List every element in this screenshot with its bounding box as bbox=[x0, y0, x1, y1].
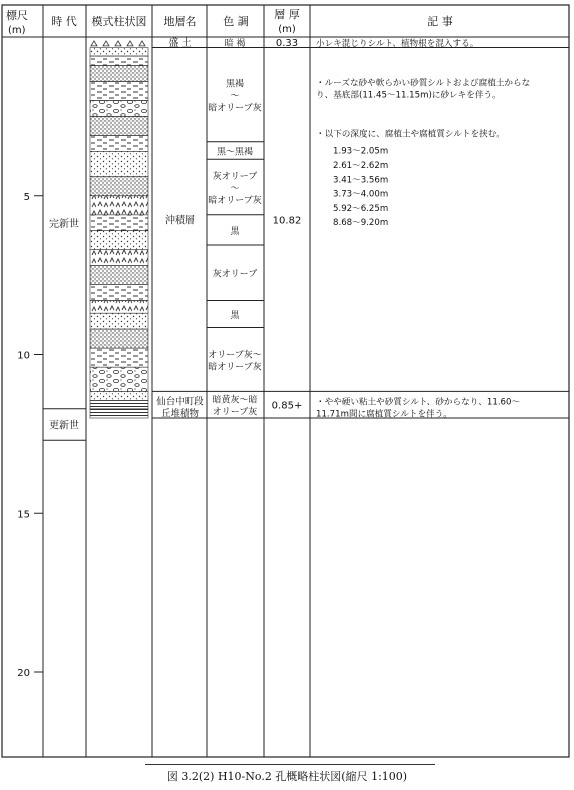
strata-band bbox=[90, 66, 148, 82]
strata-band bbox=[90, 313, 148, 329]
strata-band bbox=[90, 231, 148, 250]
depth-interval: 1.93〜2.05m bbox=[333, 146, 389, 157]
formation-label: 盛 土 bbox=[168, 38, 192, 50]
strata-band bbox=[90, 285, 148, 301]
header-era: 時 代 bbox=[51, 15, 77, 28]
caption-rule bbox=[145, 764, 435, 765]
scale-tick-label: 5 bbox=[23, 191, 30, 203]
color-label: 暗オリーブ灰 bbox=[208, 362, 262, 373]
formation-label: 丘堆積物 bbox=[160, 408, 200, 420]
strata-band bbox=[90, 135, 148, 151]
remark-line: ・やや硬い粘土や砂質シルト、砂からなり、11.60〜 bbox=[316, 397, 521, 408]
depth-scale bbox=[17, 192, 43, 679]
color-label: オリーブ灰〜 bbox=[208, 350, 262, 361]
color-column bbox=[207, 37, 264, 418]
remark-line: ・以下の深度に、腐植土や腐植質シルトを挟む。 bbox=[316, 129, 505, 140]
figure-caption: 図 3.2(2) H10-No.2 孔概略柱状図(縮尺 1:100) bbox=[166, 770, 408, 783]
strata-band bbox=[90, 401, 148, 409]
thickness-value: 10.82 bbox=[272, 215, 302, 227]
strata-band bbox=[90, 348, 148, 367]
thickness-value: 0.33 bbox=[275, 38, 299, 50]
color-label: 灰オリーブ bbox=[212, 172, 258, 183]
color-label: 〜 bbox=[230, 91, 240, 102]
era-label: 更新世 bbox=[49, 420, 79, 432]
depth-interval: 8.68〜9.20m bbox=[333, 218, 389, 229]
fill-symbol bbox=[103, 41, 109, 46]
strata-band bbox=[90, 47, 148, 56]
color-label: 暗黄灰〜暗 bbox=[212, 395, 258, 406]
table-frame bbox=[2, 5, 569, 757]
strata-band bbox=[90, 250, 148, 266]
formation-column bbox=[152, 36, 207, 419]
header-thickness: 層 厚 bbox=[274, 8, 300, 21]
color-label: 暗オリーブ灰 bbox=[208, 103, 262, 114]
strata-band bbox=[90, 266, 148, 285]
color-label: 黒 bbox=[230, 311, 240, 322]
depth-interval: 3.73〜4.00m bbox=[333, 189, 389, 200]
strata-band bbox=[90, 81, 148, 100]
strata-band bbox=[90, 177, 148, 196]
strata-band bbox=[90, 56, 148, 66]
strata-band bbox=[90, 391, 148, 400]
strata-column bbox=[90, 41, 148, 418]
header-column: 模式柱状図 bbox=[91, 15, 147, 28]
remark-line: 小レキ混じりシルト、植物根を混入する。 bbox=[316, 38, 479, 49]
strata-band bbox=[90, 215, 148, 231]
strata-band bbox=[90, 101, 148, 117]
era-label: 完新世 bbox=[49, 218, 79, 230]
color-label: オリーブ灰 bbox=[212, 407, 258, 418]
scale-tick-label: 15 bbox=[17, 509, 30, 521]
header-formation: 地層名 bbox=[163, 15, 197, 28]
thickness-column bbox=[264, 38, 310, 418]
strata-band bbox=[90, 196, 148, 215]
remark-line: 11.71m間に腐植質シルトを伴う。 bbox=[316, 409, 452, 420]
strata-band bbox=[90, 409, 148, 418]
header-thickness-unit: (m) bbox=[278, 24, 296, 35]
depth-list bbox=[333, 147, 388, 229]
color-label: 〜 bbox=[230, 184, 240, 195]
fill-symbol bbox=[115, 41, 121, 46]
depth-interval: 3.41〜3.56m bbox=[333, 175, 389, 186]
formation-label: 仙台中町段 bbox=[156, 396, 204, 408]
strata-band bbox=[90, 329, 148, 348]
header-scale-unit: (m) bbox=[8, 25, 26, 36]
depth-interval: 2.61〜2.62m bbox=[333, 161, 389, 172]
thickness-value: 0.85+ bbox=[271, 400, 303, 412]
fill-symbol bbox=[91, 41, 97, 46]
header-color: 色 調 bbox=[223, 15, 249, 28]
remark-line: り、基底部(11.45〜11.15m)に砂レキを伴う。 bbox=[316, 90, 501, 101]
strata-band bbox=[90, 367, 148, 391]
formation-label: 沖積層 bbox=[165, 215, 195, 227]
color-label: 灰オリーブ bbox=[212, 269, 258, 280]
color-label: 暗 褐 bbox=[224, 39, 246, 50]
strata-band bbox=[90, 116, 148, 135]
color-label: 黒 bbox=[230, 226, 240, 237]
header-scale: 標尺 bbox=[6, 9, 28, 22]
strata-band bbox=[90, 151, 148, 176]
header-row bbox=[6, 8, 453, 36]
depth-interval: 5.92〜6.25m bbox=[333, 203, 389, 214]
scale-tick-label: 20 bbox=[17, 668, 30, 679]
fill-symbol bbox=[127, 41, 133, 46]
header-remarks: 記 事 bbox=[427, 15, 453, 28]
scale-tick-label: 10 bbox=[17, 350, 30, 362]
strata-band bbox=[90, 301, 148, 314]
color-label: 黒〜黒褐 bbox=[216, 147, 254, 158]
color-label: 暗オリーブ灰 bbox=[208, 196, 262, 207]
color-label: 黒褐 bbox=[225, 79, 245, 90]
fill-symbol bbox=[139, 41, 145, 46]
remark-line: ・ルーズな砂や軟らかい砂質シルトおよび腐植土からな bbox=[316, 78, 531, 89]
era-column bbox=[43, 217, 86, 440]
